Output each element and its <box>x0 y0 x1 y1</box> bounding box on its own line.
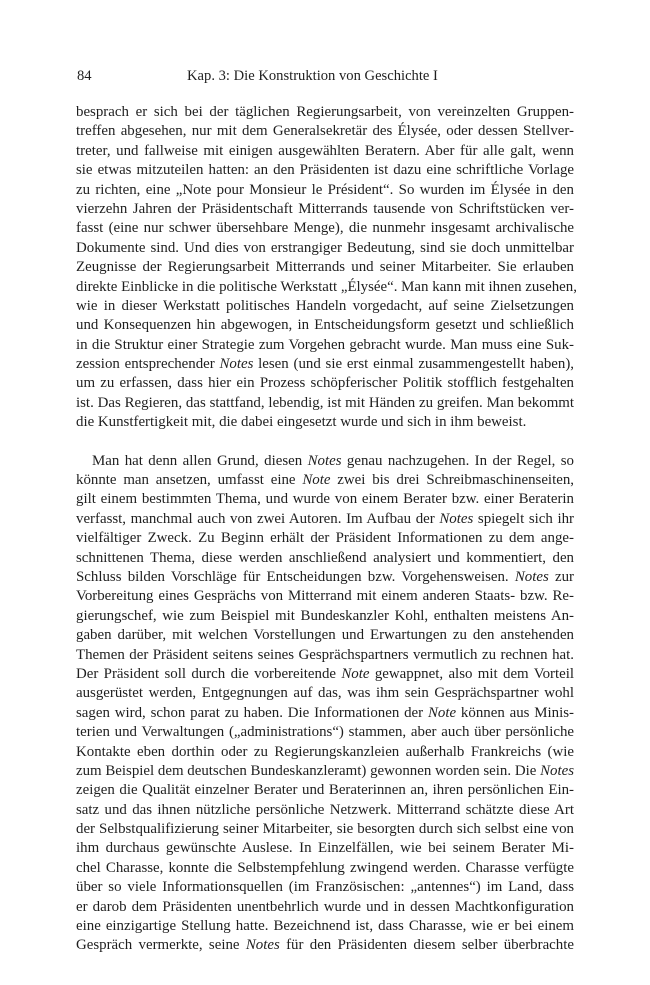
text-line: treffen abgesehen, nur mit dem Generalsekretär des Élysée, oder dessen Stellver- <box>76 123 574 140</box>
text-line: in die Struktur einer Strategie zum Vorgehen gebracht wurde. Man muss eine Suk- <box>76 336 574 353</box>
text-line: sagen wird, schon parat zu haben. Die Informationen der Note können aus Minis- <box>76 704 574 721</box>
text-line: Vorbereitung eines Gesprächs von Mitterrand mit einem anderen Staats- bzw. Re- <box>76 588 574 605</box>
text-line: Kontakte eben dorthin oder zu Regierungskanzleien außerhalb Frankreichs (wie <box>76 743 574 760</box>
text-line: gierungschef, wie zum Beispiel mit Bundeskanzler Kohl, enthalten meistens An- <box>76 607 574 624</box>
text-line: der Selbstqualifizierung seiner Mitarbeiter, sie besorgten durch sich selbst eine von <box>76 821 574 838</box>
text-line: und Konsequenzen hin abgewogen, in Entscheidungsform gesetzt und schließlich <box>76 317 574 334</box>
text-line: zu richten, eine „Note pour Monsieur le Président“. So wurden im Élysée in den <box>76 181 574 198</box>
text-line: vielfältiger Zweck. Zu Beginn erhält der Präsident Informationen zu dem ange- <box>76 530 574 547</box>
text-line: Themen der Präsident seitens seines Gesprächspartners vermutlich zu rechnen hat. <box>76 646 574 663</box>
text-line: zession entsprechender Notes lesen (und sie erst einmal zusammengestellt haben), <box>76 356 575 373</box>
text-line: um zu erfassen, dass hier ein Prozess schöpferischer Politik stofflich festgehalten <box>76 375 574 392</box>
text-line: direkte Einblicke in die politische Werkstatt „Élysée“. Man kann mit ihnen zusehen, <box>76 278 577 295</box>
text-line: Man hat denn allen Grund, diesen Notes genau nachzugehen. In der Regel, so <box>92 452 574 469</box>
text-line: zeigen die Qualität einzelner Berater und Beraterinnen an, ihren persönlichen Ein- <box>76 782 574 799</box>
text-line: gilt einem bestimmten Thema, und wurde von einem Berater bzw. einer Beraterin <box>76 491 574 508</box>
text-line: verfasst, manchmal auch von zwei Autoren. Im Aufbau der Notes spiegelt sich ihr <box>76 510 574 527</box>
text-line: über so viele Informationsquellen (im Französischen: „antennes“) im Land, dass <box>76 879 574 896</box>
text-line: Dokumente sind. Und dies von erstrangiger Bedeutung, sind sie doch unmittelbar <box>76 239 574 256</box>
text-line: sie etwas mitzuteilen hatten: an den Präsidenten ist dazu eine schriftliche Vorlage <box>76 162 574 179</box>
text-line: Schluss bilden Vorschläge für Entscheidungen bzw. Vorgehensweisen. Notes zur <box>76 568 574 585</box>
text-line: chel Charasse, konnte die Selbstempfehlung zwingend werden. Charasse verfügte <box>76 859 574 876</box>
body-text <box>76 103 577 956</box>
text-line: fasst (eine nur schwer übersehbare Menge), die nunmehr insgesamt archivalische <box>76 220 574 237</box>
text-line: ihm durchaus gewünschte Auslese. In Einzelfällen, wie bei seinem Berater Mi- <box>76 840 574 857</box>
page-header <box>77 68 574 88</box>
text-line: satz und das ihnen nützliche persönliche Netzwerk. Mitterrand schätzte diese Art <box>76 801 574 818</box>
text-line: ausgerüstet werden, Entgegnungen auf das, was ihm sein Gesprächspartner wohl <box>76 685 574 702</box>
text-line: könnte man ansetzen, umfasst eine Note zwei bis drei Schreibmaschinenseiten, <box>76 472 574 489</box>
text-line: wie in dieser Werkstatt politisches Handeln vorgedacht, auf seine Zielsetzungen <box>76 297 574 314</box>
text-line: er darob dem Präsidenten unentbehrlich wurde und in dessen Machtkonfiguration <box>76 898 574 915</box>
text-line: terien und Verwaltungen („administrations“) stammen, aber auch über persönliche <box>76 724 574 741</box>
paragraph <box>76 103 577 433</box>
text-line: Der Präsident soll durch die vorbereitende Note gewappnet, also mit dem Vorteil <box>76 665 574 682</box>
text-line: Zeugnisse der Regierungsarbeit Mitterrands und seiner Mitarbeiter. Sie erlauben <box>76 259 574 276</box>
page-number: 84 <box>77 68 92 84</box>
text-line: vierzehn Jahren der Präsidentschaft Mitterrands tausende von Schriftstücken ver- <box>76 200 574 217</box>
running-head: Kap. 3: Die Konstruktion von Geschichte I <box>187 68 438 84</box>
paragraph-gap <box>76 433 574 452</box>
text-line: gaben darüber, mit welchen Vorstellungen und Erwartungen zu den anstehenden <box>76 627 574 644</box>
text-line: treter, und fallweise mit einigen ausgewählten Beratern. Aber für alle galt, wenn <box>76 142 574 159</box>
text-line: zum Beispiel dem deutschen Bundeskanzleramt) gewonnen worden sein. Die Notes <box>76 762 574 779</box>
text-line: schnittenen Thema, diese werden anschließend analysiert und kommentiert, den <box>76 549 574 566</box>
paragraph <box>76 452 574 956</box>
text-line: besprach er sich bei der täglichen Regierungsarbeit, von vereinzelten Gruppen- <box>76 104 574 120</box>
text-line: ist. Das Regieren, das stattfand, lebendig, ist mit Händen zu greifen. Man bekommt <box>76 394 574 411</box>
text-line: Gespräch vermerkte, seine Notes für den Präsidenten diesem selber überbrachte <box>76 937 574 954</box>
text-line: die Kunstfertigkeit mit, die dabei eingesetzt wurde und sich in ihm beweist. <box>76 414 527 431</box>
text-line: eine einzigartige Stellung hatte. Bezeichnend ist, dass Charasse, wie er bei einem <box>76 918 574 935</box>
